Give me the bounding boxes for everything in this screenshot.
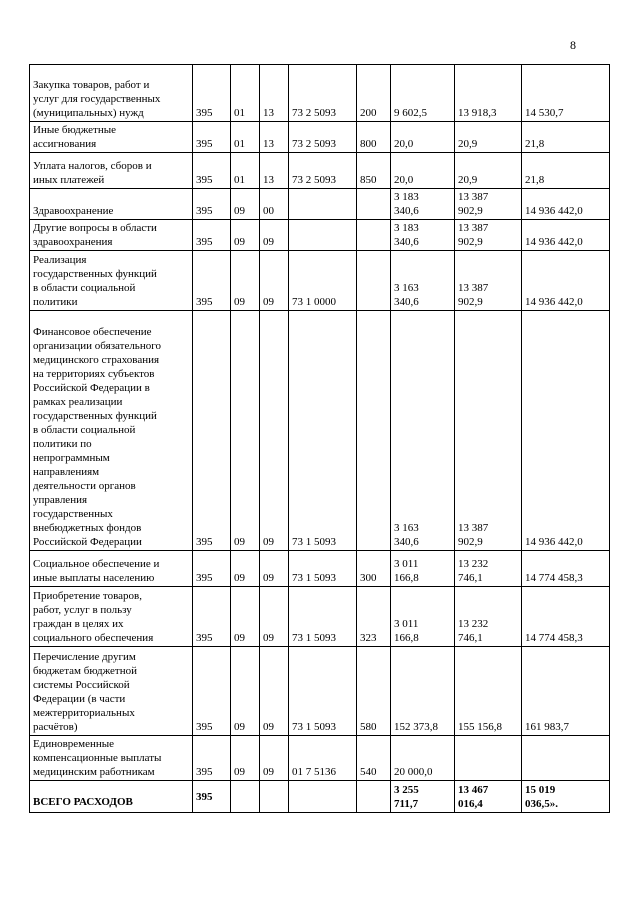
row-pr: 09 [260, 736, 289, 781]
row-vr [357, 189, 391, 220]
row-pr: 13 [260, 153, 289, 189]
row-name: Другие вопросы в области здравоохранения [30, 220, 193, 251]
row-pr: 09 [260, 251, 289, 311]
row-year3: 14 774 458,3 [522, 551, 610, 587]
row-name: Финансовое обеспечение организации обязательного медицинского страхования на территориях субъектов Российской Федерации в рамках реализации государственных функций в области социальной политики по непрограммным направлениям деятельности органов управления государственных внебюджетных фондов Российской Федерации [30, 311, 193, 551]
row-ved: 395 [193, 736, 231, 781]
row-csr [289, 189, 357, 220]
row-rz: 09 [231, 311, 260, 551]
row-year3: 21,8 [522, 122, 610, 153]
row-vr: 580 [357, 647, 391, 736]
row-ved: 395 [193, 65, 231, 122]
row-csr: 73 1 5093 [289, 647, 357, 736]
row-rz: 01 [231, 65, 260, 122]
row-year3: 21,8 [522, 153, 610, 189]
row-csr: 73 2 5093 [289, 122, 357, 153]
row-vr [357, 220, 391, 251]
row-pr: 09 [260, 647, 289, 736]
row-year2: 13 387 902,9 [455, 251, 522, 311]
table-row [30, 220, 610, 251]
row-year3: 14 936 442,0 [522, 251, 610, 311]
row-year3: 161 983,7 [522, 647, 610, 736]
row-name: Приобретение товаров, работ, услуг в пользу граждан в целях их социального обеспечения [30, 587, 193, 647]
table-row [30, 122, 610, 153]
row-pr: 13 [260, 122, 289, 153]
row-csr: 73 1 0000 [289, 251, 357, 311]
row-name: Реализация государственных функций в области социальной политики [30, 251, 193, 311]
row-vr: 800 [357, 122, 391, 153]
row-ved: 395 [193, 153, 231, 189]
row-ved: 395 [193, 587, 231, 647]
row-ved: 395 [193, 251, 231, 311]
row-rz: 09 [231, 587, 260, 647]
total-vr [357, 781, 391, 813]
row-vr [357, 251, 391, 311]
row-rz: 09 [231, 220, 260, 251]
row-csr: 73 1 5093 [289, 311, 357, 551]
table-row [30, 189, 610, 220]
row-name: Уплата налогов, сборов и иных платежей [30, 153, 193, 189]
row-vr: 300 [357, 551, 391, 587]
table-row [30, 65, 610, 122]
row-csr [289, 220, 357, 251]
row-year2: 13 232 746,1 [455, 551, 522, 587]
row-vr [357, 311, 391, 551]
row-year2: 13 387 902,9 [455, 311, 522, 551]
row-csr: 73 1 5093 [289, 551, 357, 587]
table-row [30, 736, 610, 781]
row-pr: 09 [260, 587, 289, 647]
row-rz: 01 [231, 122, 260, 153]
row-name: Социальное обеспечение и иные выплаты населению [30, 551, 193, 587]
total-csr [289, 781, 357, 813]
row-year2: 20,9 [455, 122, 522, 153]
row-year2: 20,9 [455, 153, 522, 189]
row-year1: 3 011 166,8 [391, 551, 455, 587]
total-year2: 13 467 016,4 [455, 781, 522, 813]
total-year1: 3 255 711,7 [391, 781, 455, 813]
row-year3: 14 774 458,3 [522, 587, 610, 647]
row-vr: 200 [357, 65, 391, 122]
row-rz: 09 [231, 647, 260, 736]
row-year2: 13 387 902,9 [455, 220, 522, 251]
row-csr: 01 7 5136 [289, 736, 357, 781]
row-ved: 395 [193, 311, 231, 551]
row-rz: 09 [231, 736, 260, 781]
row-pr: 09 [260, 220, 289, 251]
row-year3: 14 530,7 [522, 65, 610, 122]
table-row [30, 647, 610, 736]
table-row [30, 587, 610, 647]
row-csr: 73 2 5093 [289, 153, 357, 189]
row-year1: 20,0 [391, 153, 455, 189]
row-rz: 01 [231, 153, 260, 189]
row-year1: 3 163 340,6 [391, 251, 455, 311]
row-name: Перечисление другим бюджетам бюджетной системы Российской Федерации (в части межтерриториальных расчётов) [30, 647, 193, 736]
table-row [30, 311, 610, 551]
row-ved: 395 [193, 122, 231, 153]
total-row [30, 781, 610, 813]
row-year3: 14 936 442,0 [522, 189, 610, 220]
budget-table [29, 64, 610, 813]
row-year2: 13 232 746,1 [455, 587, 522, 647]
row-year2: 13 387 902,9 [455, 189, 522, 220]
row-name: Здравоохранение [30, 189, 193, 220]
row-year1: 9 602,5 [391, 65, 455, 122]
row-pr: 09 [260, 551, 289, 587]
row-name: Единовременные компенсационные выплаты медицинским работникам [30, 736, 193, 781]
row-year1: 3 183 340,6 [391, 220, 455, 251]
row-year1: 152 373,8 [391, 647, 455, 736]
row-pr: 13 [260, 65, 289, 122]
total-pr [260, 781, 289, 813]
row-rz: 09 [231, 551, 260, 587]
table-row [30, 551, 610, 587]
row-year3 [522, 736, 610, 781]
row-csr: 73 1 5093 [289, 587, 357, 647]
row-pr: 00 [260, 189, 289, 220]
row-rz: 09 [231, 251, 260, 311]
row-vr: 850 [357, 153, 391, 189]
row-csr: 73 2 5093 [289, 65, 357, 122]
total-label: ВСЕГО РАСХОДОВ [30, 781, 193, 813]
row-name: Иные бюджетные ассигнования [30, 122, 193, 153]
row-ved: 395 [193, 220, 231, 251]
row-year2: 13 918,3 [455, 65, 522, 122]
row-ved: 395 [193, 647, 231, 736]
page-number: 8 [570, 38, 576, 52]
row-year1: 3 183 340,6 [391, 189, 455, 220]
table-row [30, 251, 610, 311]
total-rz [231, 781, 260, 813]
total-year3: 15 019 036,5». [522, 781, 610, 813]
row-vr: 540 [357, 736, 391, 781]
row-year1: 3 011 166,8 [391, 587, 455, 647]
row-year3: 14 936 442,0 [522, 220, 610, 251]
row-vr: 323 [357, 587, 391, 647]
table-row [30, 153, 610, 189]
row-pr: 09 [260, 311, 289, 551]
row-ved: 395 [193, 189, 231, 220]
row-name: Закупка товаров, работ и услуг для государственных (муниципальных) нужд [30, 65, 193, 122]
row-year1: 20 000,0 [391, 736, 455, 781]
row-year2 [455, 736, 522, 781]
row-year1: 3 163 340,6 [391, 311, 455, 551]
row-year3: 14 936 442,0 [522, 311, 610, 551]
row-year2: 155 156,8 [455, 647, 522, 736]
row-ved: 395 [193, 551, 231, 587]
row-year1: 20,0 [391, 122, 455, 153]
row-rz: 09 [231, 189, 260, 220]
total-ved: 395 [193, 781, 231, 813]
